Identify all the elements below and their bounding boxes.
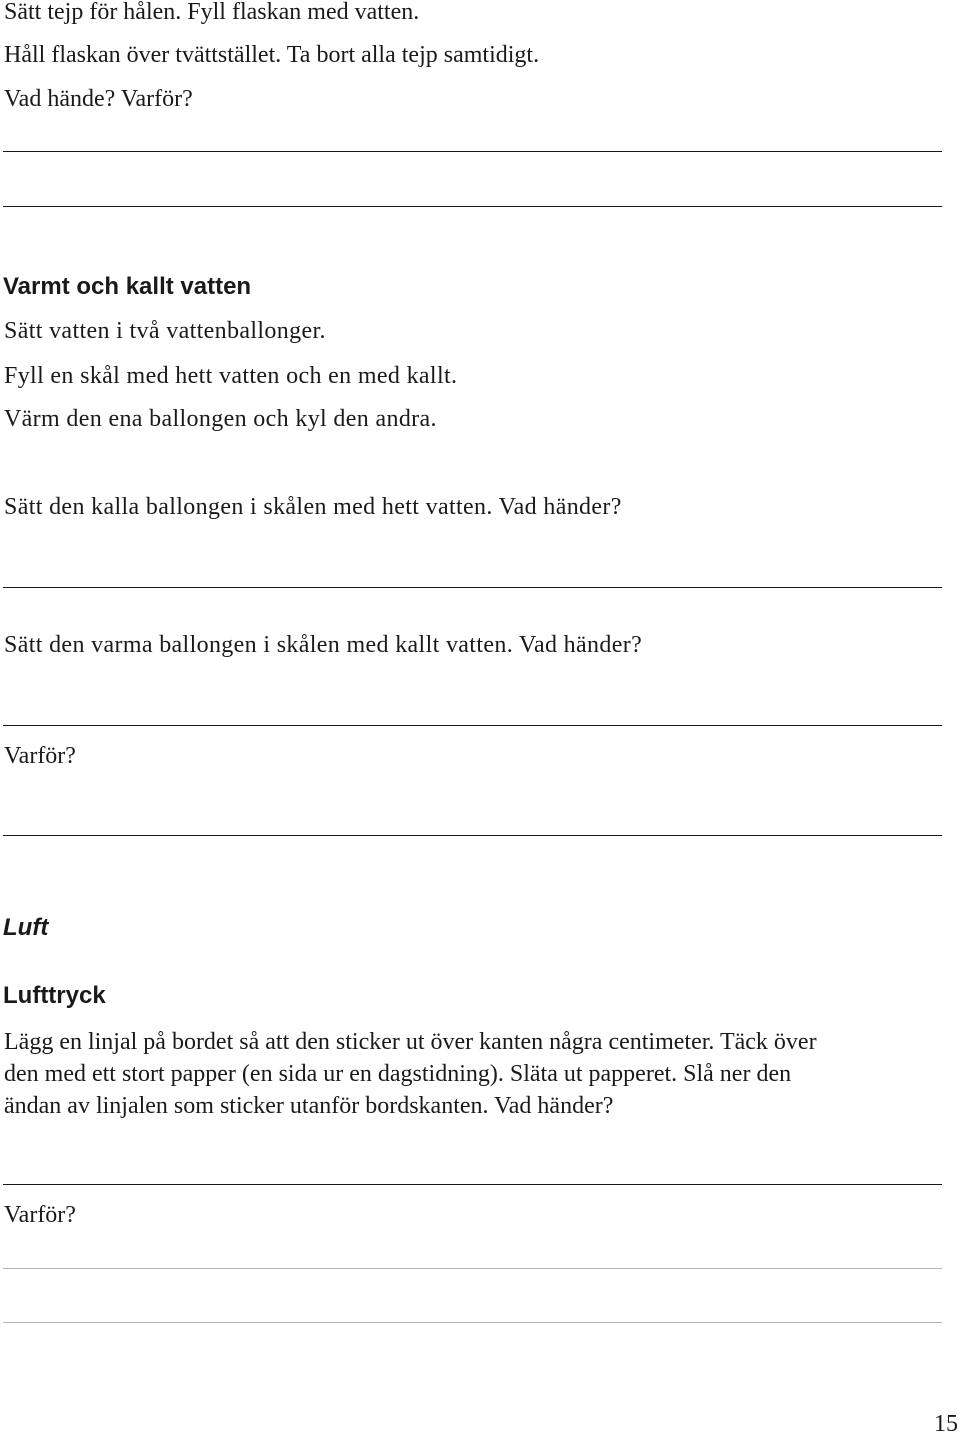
paragraph-line: ändan av linjalen som sticker utanför bordskanten. Vad händer? <box>4 1093 614 1119</box>
answer-line[interactable] <box>3 1322 942 1323</box>
intro-line-3: Vad hände? Varför? <box>4 86 193 112</box>
intro-line-2: Håll flaskan över tvättstället. Ta bort alla tejp samtidigt. <box>4 42 540 68</box>
answer-line[interactable] <box>3 206 942 207</box>
instruction-line: Fyll en skål med hett vatten och en med kallt. <box>4 363 458 389</box>
answer-line[interactable] <box>3 835 942 836</box>
section-heading-air: Luft <box>3 914 49 941</box>
answer-line[interactable] <box>3 1268 942 1269</box>
answer-line[interactable] <box>3 1184 942 1185</box>
question-line: Sätt den varma ballongen i skålen med kallt vatten. Vad händer? <box>4 632 643 658</box>
paragraph-line: den med ett stort papper (en sida ur en dagstidning). Släta ut papperet. Slå ner den <box>4 1061 792 1087</box>
page-number: 15 <box>934 1411 958 1437</box>
answer-line[interactable] <box>3 725 942 726</box>
intro-line-1: Sätt tejp för hålen. Fyll flaskan med vatten. <box>4 0 420 25</box>
section-heading-warm-cold: Varmt och kallt vatten <box>3 273 252 300</box>
question-line: Sätt den kalla ballongen i skålen med hett vatten. Vad händer? <box>4 494 622 520</box>
instruction-line: Sätt vatten i två vattenballonger. <box>4 318 326 344</box>
question-line: Varför? <box>4 1202 76 1228</box>
subsection-heading-air-pressure: Lufttryck <box>3 982 106 1009</box>
instruction-line: Värm den ena ballongen och kyl den andra. <box>4 406 437 432</box>
answer-line[interactable] <box>3 151 942 152</box>
question-line: Varför? <box>4 743 76 769</box>
instruction-paragraph <box>4 1026 949 1122</box>
paragraph-line: Lägg en linjal på bordet så att den sticker ut över kanten några centimeter. Täck över <box>4 1029 817 1055</box>
answer-line[interactable] <box>3 587 942 588</box>
